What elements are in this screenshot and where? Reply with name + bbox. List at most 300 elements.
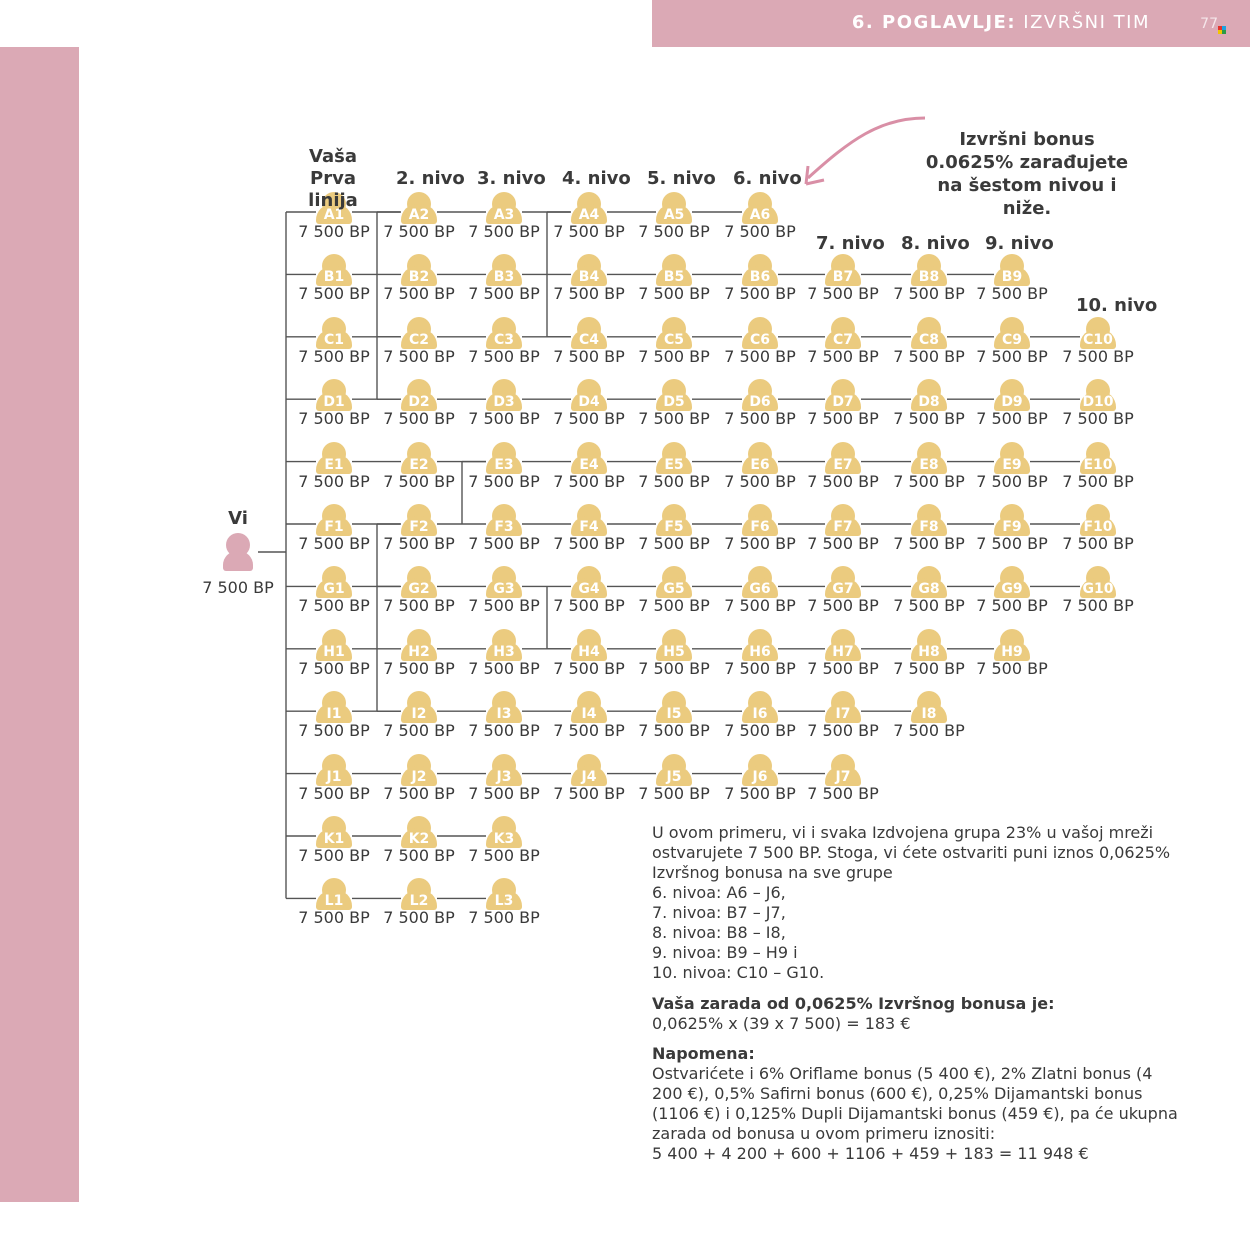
member-code: J6 <box>752 768 768 785</box>
member-code: H2 <box>408 643 430 660</box>
member-node-D8 <box>889 379 969 435</box>
member-code: D9 <box>1001 394 1023 411</box>
member-bp: 7 500 BP <box>553 658 625 678</box>
member-node-I2 <box>379 691 459 747</box>
member-bp: 7 500 BP <box>468 596 540 616</box>
member-bp: 7 500 BP <box>638 284 710 304</box>
earnings-formula: 0,0625% x (39 x 7 500) = 183 € <box>652 1014 911 1033</box>
member-code: I7 <box>835 706 851 723</box>
member-node-D3 <box>464 379 544 435</box>
member-code: F2 <box>409 519 429 535</box>
member-node-E4 <box>549 442 629 498</box>
member-node-I6 <box>720 691 800 747</box>
member-bp: 7 500 BP <box>468 284 540 304</box>
member-code: G1 <box>323 581 345 598</box>
member-code: E10 <box>1083 456 1113 473</box>
member-code: G5 <box>663 581 685 598</box>
member-bp: 7 500 BP <box>807 658 879 678</box>
member-code: B8 <box>918 269 940 286</box>
member-bp: 7 500 BP <box>638 783 710 803</box>
member-code: K3 <box>493 831 515 847</box>
note-body: Ostvarićete i 6% Oriflame bonus (5 400 €), 2% Zlatni bonus (4 200 €), 0,5% Safirni bonus (600 €), 0,25% Dijamantski bonus (1106 €) i 0,125% Dupli Dijamantski bonus (459 €), pa će ukupna zarada od bonusa u ovom primeru iznositi: <box>652 1064 1178 1143</box>
member-code: C9 <box>1001 331 1022 348</box>
member-node-H8 <box>889 629 969 685</box>
member-bp: 7 500 BP <box>893 471 965 491</box>
member-node-A6 <box>720 192 800 248</box>
member-node-L3 <box>464 878 544 934</box>
example-text <box>652 823 1212 983</box>
member-code: F8 <box>919 519 939 535</box>
member-code: A3 <box>493 207 515 223</box>
member-code: B3 <box>493 269 515 286</box>
member-bp: 7 500 BP <box>638 222 710 241</box>
member-node-A4 <box>549 192 629 248</box>
page-number: 77 <box>1200 16 1218 32</box>
member-code: H8 <box>918 643 940 660</box>
member-node-I8 <box>889 691 969 747</box>
member-node-E5 <box>634 442 714 498</box>
member-code: L1 <box>324 893 344 910</box>
member-node-C4 <box>549 317 629 373</box>
member-bp: 7 500 BP <box>383 346 455 366</box>
member-code: H7 <box>832 643 854 660</box>
member-node-I5 <box>634 691 714 747</box>
member-node-C1 <box>294 317 374 373</box>
member-node-B2 <box>379 254 459 310</box>
member-code: I5 <box>666 706 682 723</box>
member-node-A5 <box>634 192 714 248</box>
member-bp: 7 500 BP <box>468 222 540 241</box>
member-code: G9 <box>1001 581 1023 598</box>
member-code: C7 <box>832 331 853 348</box>
member-bp: 7 500 BP <box>976 596 1048 616</box>
member-bp: 7 500 BP <box>298 346 370 366</box>
member-node-G6 <box>720 566 800 622</box>
member-bp: 7 500 BP <box>553 534 625 553</box>
member-code: J4 <box>581 768 597 785</box>
member-node-F2 <box>379 504 459 560</box>
member-code: J3 <box>496 768 512 785</box>
member-node-B3 <box>464 254 544 310</box>
member-bp: 7 500 BP <box>893 596 965 616</box>
member-node-F9 <box>972 504 1052 560</box>
member-code: E2 <box>409 456 429 473</box>
member-bp: 7 500 BP <box>976 658 1048 678</box>
you-label: Vi <box>228 508 248 529</box>
member-bp: 7 500 BP <box>468 534 540 553</box>
member-node-K3 <box>464 816 544 872</box>
member-node-I4 <box>549 691 629 747</box>
member-code: J7 <box>835 768 851 785</box>
member-code: G8 <box>918 581 940 598</box>
member-node-D9 <box>972 379 1052 435</box>
member-node-L1 <box>294 878 374 934</box>
member-node-E10 <box>1058 442 1138 498</box>
member-code: A2 <box>408 207 430 223</box>
member-node-G2 <box>379 566 459 622</box>
member-code: L2 <box>409 893 429 910</box>
member-bp: 7 500 BP <box>298 658 370 678</box>
member-bp: 7 500 BP <box>298 222 370 241</box>
member-bp: 7 500 BP <box>553 596 625 616</box>
member-code: H9 <box>1001 643 1023 660</box>
member-node-H4 <box>549 629 629 685</box>
member-node-H6 <box>720 629 800 685</box>
member-bp: 7 500 BP <box>807 284 879 304</box>
note-text <box>652 1044 1187 1164</box>
member-code: H1 <box>323 643 345 660</box>
member-node-G7 <box>803 566 883 622</box>
member-bp: 7 500 BP <box>298 471 370 491</box>
person-body <box>223 551 253 571</box>
member-bp: 7 500 BP <box>724 222 796 241</box>
member-bp: 7 500 BP <box>724 596 796 616</box>
member-bp: 7 500 BP <box>298 534 370 553</box>
member-bp: 7 500 BP <box>553 471 625 491</box>
member-bp: 7 500 BP <box>468 721 540 741</box>
member-code: E1 <box>324 456 344 473</box>
member-node-I1 <box>294 691 374 747</box>
level-8: 8. nivo <box>901 233 970 254</box>
member-code: A1 <box>323 207 345 223</box>
member-node-E6 <box>720 442 800 498</box>
member-code: D1 <box>323 394 345 411</box>
member-bp: 7 500 BP <box>893 409 965 429</box>
member-bp: 7 500 BP <box>383 284 455 304</box>
member-node-J7 <box>803 754 883 810</box>
member-code: K1 <box>323 831 345 847</box>
member-bp: 7 500 BP <box>724 783 796 803</box>
member-node-E9 <box>972 442 1052 498</box>
member-code: G7 <box>832 581 854 598</box>
member-node-J4 <box>549 754 629 810</box>
member-bp: 7 500 BP <box>724 471 796 491</box>
member-code: A4 <box>578 207 600 223</box>
member-code: D5 <box>663 394 685 411</box>
member-node-F4 <box>549 504 629 560</box>
member-code: J1 <box>326 768 342 785</box>
member-node-C10 <box>1058 317 1138 373</box>
member-bp: 7 500 BP <box>383 471 455 491</box>
member-code: D10 <box>1082 394 1114 411</box>
member-node-J2 <box>379 754 459 810</box>
note-total: 5 400 + 4 200 + 600 + 1106 + 459 + 183 = 11 948 € <box>652 1144 1089 1163</box>
member-bp: 7 500 BP <box>893 534 965 553</box>
note-heading: Napomena: <box>652 1044 755 1063</box>
member-bp: 7 500 BP <box>298 846 370 865</box>
member-node-B8 <box>889 254 969 310</box>
member-code: D8 <box>918 394 940 411</box>
member-code: B7 <box>832 269 854 286</box>
member-node-D7 <box>803 379 883 435</box>
member-node-E3 <box>464 442 544 498</box>
member-node-C5 <box>634 317 714 373</box>
member-bp: 7 500 BP <box>1062 596 1134 616</box>
member-bp: 7 500 BP <box>468 409 540 429</box>
member-bp: 7 500 BP <box>807 596 879 616</box>
member-code: E3 <box>494 456 514 473</box>
member-node-G3 <box>464 566 544 622</box>
member-bp: 7 500 BP <box>807 471 879 491</box>
member-code: D3 <box>493 394 515 411</box>
member-node-B4 <box>549 254 629 310</box>
member-bp: 7 500 BP <box>468 346 540 366</box>
member-code: C4 <box>578 331 599 348</box>
member-bp: 7 500 BP <box>893 346 965 366</box>
member-code: F6 <box>750 519 770 535</box>
member-bp: 7 500 BP <box>298 721 370 741</box>
level-3: 3. nivo <box>477 168 546 189</box>
example-line: 8. nivoa: B8 – I8, <box>652 923 786 942</box>
member-bp: 7 500 BP <box>807 721 879 741</box>
member-bp: 7 500 BP <box>976 471 1048 491</box>
chapter-title: 6. POGLAVLJE: IZVRŠNI TIM <box>851 12 1150 33</box>
member-code: G3 <box>493 581 515 598</box>
member-code: C6 <box>749 331 770 348</box>
member-code: K2 <box>408 831 430 847</box>
member-code: G2 <box>408 581 430 598</box>
member-node-B5 <box>634 254 714 310</box>
member-code: D7 <box>832 394 854 411</box>
member-code: A6 <box>749 207 771 223</box>
bonus-callout: Izvršni bonus 0.0625% zarađujete na šestom nivou i niže. <box>925 129 1129 219</box>
member-code: J2 <box>411 768 427 785</box>
member-node-D5 <box>634 379 714 435</box>
member-node-A3 <box>464 192 544 248</box>
member-bp: 7 500 BP <box>383 783 455 803</box>
you-bp: 7 500 BP <box>202 578 274 597</box>
member-node-F7 <box>803 504 883 560</box>
member-bp: 7 500 BP <box>298 596 370 616</box>
member-bp: 7 500 BP <box>638 721 710 741</box>
member-bp: 7 500 BP <box>383 846 455 865</box>
member-bp: 7 500 BP <box>553 783 625 803</box>
member-bp: 7 500 BP <box>298 284 370 304</box>
member-code: F1 <box>324 519 344 535</box>
member-node-A2 <box>379 192 459 248</box>
member-node-L2 <box>379 878 459 934</box>
level-7: 7. nivo <box>816 233 885 254</box>
member-bp: 7 500 BP <box>298 409 370 429</box>
level-6: 6. nivo <box>733 168 802 189</box>
member-node-F5 <box>634 504 714 560</box>
member-bp: 7 500 BP <box>976 534 1048 553</box>
member-code: C10 <box>1083 331 1113 348</box>
member-bp: 7 500 BP <box>1062 346 1134 366</box>
member-code: I8 <box>921 706 937 723</box>
member-node-G8 <box>889 566 969 622</box>
member-node-G9 <box>972 566 1052 622</box>
member-code: E9 <box>1002 456 1022 473</box>
member-node-H2 <box>379 629 459 685</box>
member-code: F5 <box>664 519 684 535</box>
member-node-B1 <box>294 254 374 310</box>
member-code: H5 <box>663 643 685 660</box>
member-bp: 7 500 BP <box>383 908 455 928</box>
earnings-text <box>652 994 1212 1034</box>
member-code: C3 <box>493 331 514 348</box>
example-line: 7. nivoa: B7 – J7, <box>652 903 786 922</box>
member-node-K2 <box>379 816 459 872</box>
member-code: H3 <box>493 643 515 660</box>
member-node-C7 <box>803 317 883 373</box>
member-node-D6 <box>720 379 800 435</box>
member-code: I6 <box>752 706 768 723</box>
member-node-B9 <box>972 254 1052 310</box>
member-node-E8 <box>889 442 969 498</box>
member-node-C8 <box>889 317 969 373</box>
callout-arrow-head <box>806 166 824 184</box>
member-code: G10 <box>1082 581 1114 598</box>
member-bp: 7 500 BP <box>638 658 710 678</box>
member-code: D4 <box>578 394 600 411</box>
member-code: C8 <box>918 331 939 348</box>
member-code: B9 <box>1001 269 1023 286</box>
member-bp: 7 500 BP <box>724 409 796 429</box>
member-bp: 7 500 BP <box>383 222 455 241</box>
example-intro: U ovom primeru, vi i svaka Izdvojena grupa 23% u vašoj mreži ostvarujete 7 500 BP. Stoga, vi ćete ostvariti puni iznos 0,0625% Izvršnog bonusa na sve grupe <box>652 823 1171 882</box>
member-bp: 7 500 BP <box>638 596 710 616</box>
member-bp: 7 500 BP <box>383 721 455 741</box>
member-node-G4 <box>549 566 629 622</box>
member-bp: 7 500 BP <box>724 284 796 304</box>
member-bp: 7 500 BP <box>298 783 370 803</box>
member-bp: 7 500 BP <box>553 721 625 741</box>
member-code: E5 <box>664 456 684 473</box>
member-node-F6 <box>720 504 800 560</box>
member-node-C9 <box>972 317 1052 373</box>
member-bp: 7 500 BP <box>1062 409 1134 429</box>
member-code: C1 <box>323 331 344 348</box>
member-code: I1 <box>326 706 342 723</box>
example-line: 10. nivoa: C10 – G10. <box>652 963 825 982</box>
member-bp: 7 500 BP <box>468 783 540 803</box>
member-code: D6 <box>749 394 771 411</box>
member-bp: 7 500 BP <box>807 534 879 553</box>
member-node-J5 <box>634 754 714 810</box>
member-node-H9 <box>972 629 1052 685</box>
member-code: F4 <box>579 519 599 535</box>
member-node-D1 <box>294 379 374 435</box>
member-bp: 7 500 BP <box>383 409 455 429</box>
member-bp: 7 500 BP <box>383 658 455 678</box>
member-bp: 7 500 BP <box>1062 534 1134 553</box>
member-node-E7 <box>803 442 883 498</box>
member-code: C5 <box>663 331 684 348</box>
member-node-H7 <box>803 629 883 685</box>
member-node-H5 <box>634 629 714 685</box>
member-bp: 7 500 BP <box>638 409 710 429</box>
member-code: I2 <box>411 706 427 723</box>
member-code: L3 <box>494 893 514 910</box>
member-node-B7 <box>803 254 883 310</box>
member-node-G5 <box>634 566 714 622</box>
member-bp: 7 500 BP <box>638 346 710 366</box>
member-code: B2 <box>408 269 430 286</box>
member-bp: 7 500 BP <box>893 721 965 741</box>
member-bp: 7 500 BP <box>553 409 625 429</box>
member-code: A5 <box>663 207 685 223</box>
member-node-I7 <box>803 691 883 747</box>
member-bp: 7 500 BP <box>468 471 540 491</box>
member-node-C3 <box>464 317 544 373</box>
member-bp: 7 500 BP <box>976 409 1048 429</box>
member-code: I4 <box>581 706 597 723</box>
member-node-K1 <box>294 816 374 872</box>
member-bp: 7 500 BP <box>553 284 625 304</box>
member-node-F8 <box>889 504 969 560</box>
member-bp: 7 500 BP <box>553 346 625 366</box>
member-node-E1 <box>294 442 374 498</box>
member-node-C2 <box>379 317 459 373</box>
member-code: B1 <box>323 269 345 286</box>
member-node-C6 <box>720 317 800 373</box>
member-code: G4 <box>578 581 600 598</box>
member-node-F3 <box>464 504 544 560</box>
member-bp: 7 500 BP <box>383 534 455 553</box>
member-bp: 7 500 BP <box>724 658 796 678</box>
member-node-I3 <box>464 691 544 747</box>
member-bp: 7 500 BP <box>976 284 1048 304</box>
member-code: H4 <box>578 643 600 660</box>
member-bp: 7 500 BP <box>468 658 540 678</box>
example-line: 6. nivoa: A6 – J6, <box>652 883 786 902</box>
member-node-B6 <box>720 254 800 310</box>
level-4: 4. nivo <box>562 168 631 189</box>
earnings-heading: Vaša zarada od 0,0625% Izvršnog bonusa je: <box>652 994 1055 1013</box>
member-code: D2 <box>408 394 430 411</box>
member-node-G1 <box>294 566 374 622</box>
member-bp: 7 500 BP <box>383 596 455 616</box>
member-bp: 7 500 BP <box>724 534 796 553</box>
member-code: J5 <box>666 768 682 785</box>
member-code: F3 <box>494 519 514 535</box>
member-code: F9 <box>1002 519 1022 535</box>
level-10: 10. nivo <box>1076 295 1158 316</box>
member-code: B6 <box>749 269 771 286</box>
you-node <box>198 508 278 604</box>
member-node-J1 <box>294 754 374 810</box>
member-node-J6 <box>720 754 800 810</box>
member-node-F10 <box>1058 504 1138 560</box>
member-bp: 7 500 BP <box>553 222 625 241</box>
level-2: 2. nivo <box>396 168 465 189</box>
member-node-D4 <box>549 379 629 435</box>
member-node-F1 <box>294 504 374 560</box>
member-code: E4 <box>579 456 599 473</box>
member-bp: 7 500 BP <box>468 846 540 865</box>
member-bp: 7 500 BP <box>807 783 879 803</box>
member-code: C2 <box>408 331 429 348</box>
member-node-G10 <box>1058 566 1138 622</box>
member-code: I3 <box>496 706 512 723</box>
example-line: 9. nivoa: B9 – H9 i <box>652 943 798 962</box>
member-bp: 7 500 BP <box>1062 471 1134 491</box>
member-code: B5 <box>663 269 685 286</box>
member-bp: 7 500 BP <box>468 908 540 928</box>
member-node-D2 <box>379 379 459 435</box>
member-node-E2 <box>379 442 459 498</box>
callout-arrow <box>808 118 925 178</box>
member-code: B4 <box>578 269 600 286</box>
member-bp: 7 500 BP <box>807 346 879 366</box>
member-node-H1 <box>294 629 374 685</box>
member-code: E8 <box>919 456 939 473</box>
member-node-J3 <box>464 754 544 810</box>
level-first-line: Vaša Prva linija <box>308 146 358 211</box>
member-node-D10 <box>1058 379 1138 435</box>
member-code: E7 <box>833 456 853 473</box>
